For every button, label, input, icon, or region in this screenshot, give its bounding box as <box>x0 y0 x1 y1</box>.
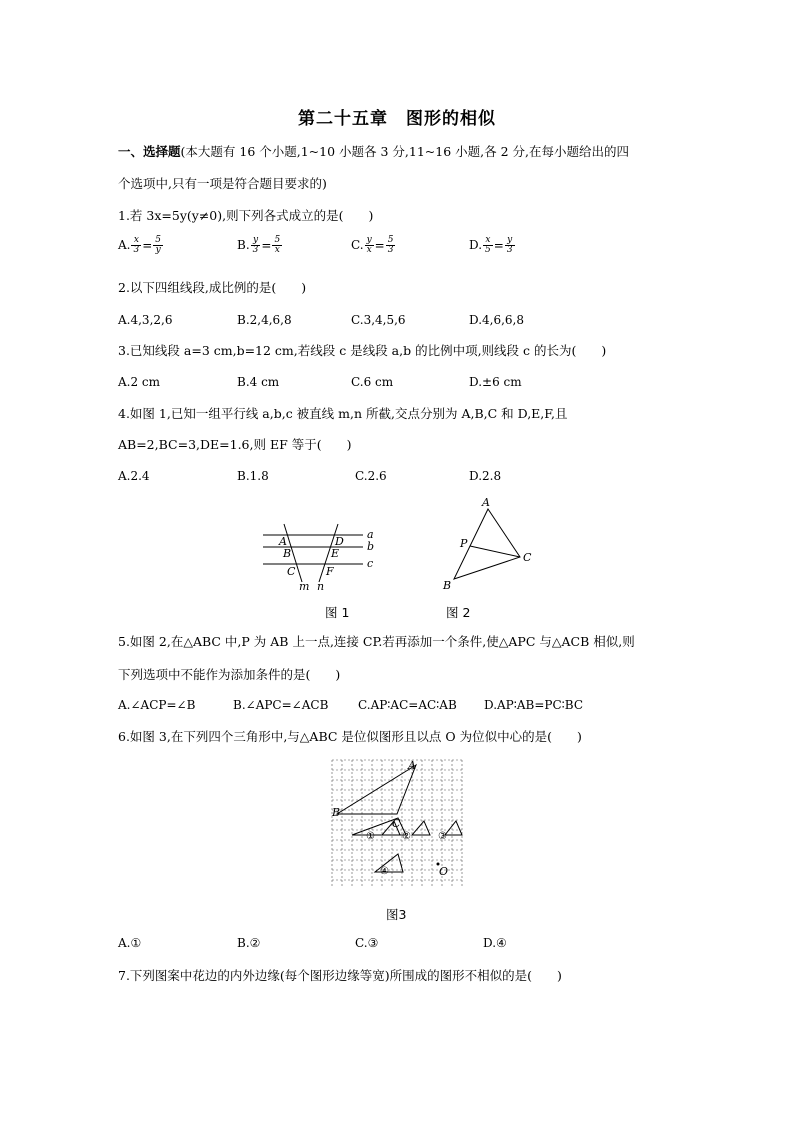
q5-option-b[interactable]: B.∠APC=∠ACB <box>233 698 329 712</box>
q5-stem-2: 下列选项中不能作为添加条件的是( ) <box>118 667 341 682</box>
q1-stem: 1.若 3x=5y(y≠0),则下列各式成立的是( ) <box>118 208 374 223</box>
fig1-label-b: b <box>367 540 375 553</box>
q2-option-b[interactable]: B.2,4,6,8 <box>237 313 292 327</box>
q3-option-c[interactable]: C.6 cm <box>351 375 394 389</box>
fig2-label-B: B <box>443 579 452 592</box>
figure-3-caption: 图3 <box>386 907 407 922</box>
section-description-line-1 <box>118 143 629 161</box>
fig3-label-C: C <box>392 817 401 830</box>
q1-option-d[interactable]: D. $\frac{x}{5}$ = $\frac{y}{3}$ <box>469 235 513 255</box>
q5-option-d[interactable]: D.AP∶AB=PC∶BC <box>484 698 584 712</box>
q2-stem: 2.以下四组线段,成比例的是( ) <box>118 280 307 295</box>
fig1-label-E: E <box>331 547 340 560</box>
q4-stem-2: AB=2,BC=3,DE=1.6,则 EF 等于( ) <box>118 437 352 452</box>
q5-option-a[interactable]: A.∠ACP=∠B <box>118 698 196 712</box>
q3-stem: 3.已知线段 a=3 cm,b=12 cm,若线段 c 是线段 a,b 的比例中项,则线段 c 的长为( ) <box>118 343 607 358</box>
q4-option-a[interactable]: A.2.4 <box>118 469 150 483</box>
figure-2-triangle <box>440 495 540 595</box>
fig3-label-triangle-2: ② <box>402 831 411 842</box>
fig2-label-C: C <box>523 551 532 564</box>
q6-option-b[interactable]: B.② <box>237 936 261 950</box>
section-head: 一、选择题 <box>118 144 181 159</box>
q1-option-b[interactable]: B. $\frac{y}{3}$ = $\frac{5}{x}$ <box>237 235 281 255</box>
q4-stem-1: 4.如图 1,已知一组平行线 a,b,c 被直线 m,n 所截,交点分别为 A,B,C 和 D,E,F,且 <box>118 406 568 421</box>
q3-option-d[interactable]: D.±6 cm <box>469 375 522 389</box>
q2-option-d[interactable]: D.4,6,6,8 <box>469 313 524 327</box>
fig1-label-m: m <box>299 580 310 593</box>
fig1-label-B: B <box>283 547 292 560</box>
fig2-label-A: A <box>482 496 490 509</box>
fig1-label-a: a <box>367 528 374 541</box>
fig1-label-C: C <box>287 565 296 578</box>
fig2-label-P: P <box>460 537 468 550</box>
fig1-label-F: F <box>326 565 334 578</box>
q2-option-a[interactable]: A.4,3,2,6 <box>118 313 173 327</box>
fig3-label-O: O <box>439 865 449 878</box>
q6-option-a[interactable]: A.① <box>118 936 142 950</box>
fig1-label-A: A <box>279 535 287 548</box>
q3-option-a[interactable]: A.2 cm <box>118 375 161 389</box>
figure-1-caption: 图 1 <box>325 605 350 620</box>
fig3-label-triangle-4: ④ <box>380 866 389 877</box>
q2-option-c[interactable]: C.3,4,5,6 <box>351 313 406 327</box>
q1-option-a[interactable]: A. $\frac{x}{3}$ = $\frac{5}{y}$ <box>118 235 162 255</box>
q5-option-c[interactable]: C.AP∶AC=AC∶AB <box>358 698 457 712</box>
q4-option-c[interactable]: C.2.6 <box>355 469 387 483</box>
fig3-label-A: A <box>408 759 416 772</box>
section-desc-1: (本大题有 16 个小题,1~10 小题各 3 分,11~16 小题,各 2 分,在每小题给出的四 <box>180 144 630 159</box>
q1-option-c[interactable]: C. $\frac{y}{x}$ = $\frac{5}{3}$ <box>351 235 394 255</box>
fig3-label-B: B <box>332 806 341 819</box>
q6-option-d[interactable]: D.④ <box>483 936 507 950</box>
q4-option-b[interactable]: B.1.8 <box>237 469 269 483</box>
q7-stem: 7.下列图案中花边的内外边缘(每个图形边缘等宽)所围成的图形不相似的是( ) <box>118 968 562 983</box>
figure-2-caption: 图 2 <box>446 605 471 620</box>
figure-3-grid <box>332 760 462 887</box>
page-title: 第二十五章 图形的相似 <box>298 109 496 129</box>
q3-option-b[interactable]: B.4 cm <box>237 375 280 389</box>
q5-stem-1: 5.如图 2,在△ABC 中,P 为 AB 上一点,连接 CP.若再添加一个条件,使△APC 与△ACB 相似,则 <box>118 634 635 649</box>
q6-option-c[interactable]: C.③ <box>355 936 379 950</box>
figure-1-parallel-lines <box>255 520 385 592</box>
fig1-label-D: D <box>335 535 344 548</box>
section-description-line-2: 个选项中,只有一项是符合题目要求的) <box>118 176 327 191</box>
fig1-label-c: c <box>367 557 374 570</box>
fig3-label-triangle-3: ③ <box>438 831 447 842</box>
fig1-label-n: n <box>317 580 325 593</box>
fig3-label-triangle-1: ① <box>366 831 375 842</box>
q6-stem: 6.如图 3,在下列四个三角形中,与△ABC 是位似图形且以点 O 为位似中心的是( ) <box>118 729 582 744</box>
q4-option-d[interactable]: D.2.8 <box>469 469 502 483</box>
